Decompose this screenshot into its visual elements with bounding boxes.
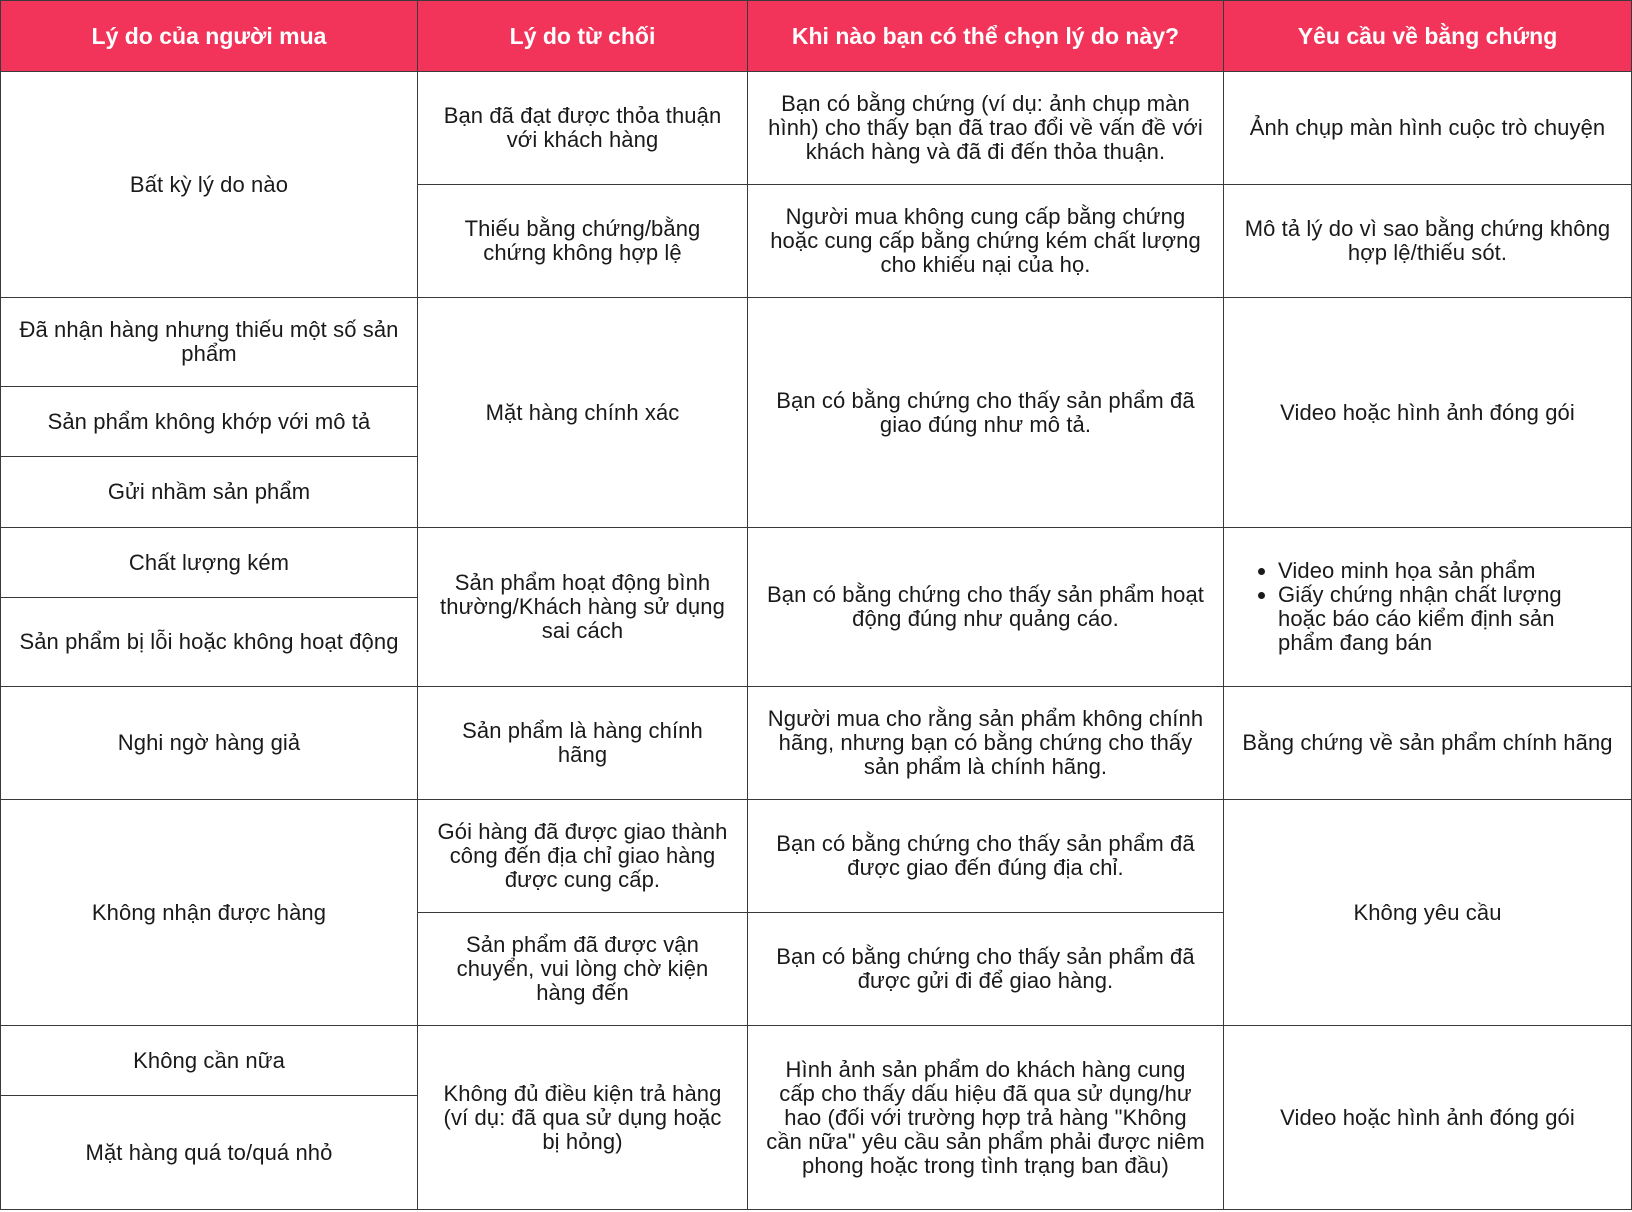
when-cell: Người mua cho rằng sản phẩm không chính hãng, nhưng bạn có bằng chứng cho thấy sản phẩm là chính hãng.	[748, 687, 1224, 800]
reject-reason-cell: Sản phẩm hoạt động bình thường/Khách hàng sử dụng sai cách	[418, 528, 748, 687]
reject-reason-cell: Thiếu bằng chứng/bằng chứng không hợp lệ	[418, 185, 748, 298]
buyer-reason-cell: Gửi nhầm sản phẩm	[1, 457, 418, 528]
reject-reason-cell: Sản phẩm là hàng chính hãng	[418, 687, 748, 800]
buyer-reason-cell: Không cần nữa	[1, 1026, 418, 1096]
list-item: • Video minh họa sản phẩm	[1278, 559, 1613, 583]
table-row	[1, 72, 1632, 185]
buyer-reason-cell: Nghi ngờ hàng giả	[1, 687, 418, 800]
list-item: • Giấy chứng nhận chất lượng hoặc báo cáo kiểm định sản phẩm đang bán	[1278, 583, 1613, 655]
buyer-reason-cell: Đã nhận hàng nhưng thiếu một số sản phẩm	[1, 298, 418, 387]
evidence-cell: Video hoặc hình ảnh đóng gói	[1224, 298, 1632, 528]
table-row	[1, 800, 1632, 913]
reject-reason-cell: Không đủ điều kiện trả hàng (ví dụ: đã qua sử dụng hoặc bị hỏng)	[418, 1026, 748, 1210]
when-cell: Hình ảnh sản phẩm do khách hàng cung cấp cho thấy dấu hiệu đã qua sử dụng/hư hao (đối với trường hợp trả hàng "Không cần nữa" yêu cầu sản phẩm phải được niêm phong hoặc trong tình trạng ban đầu)	[748, 1026, 1224, 1210]
when-cell: Bạn có bằng chứng cho thấy sản phẩm đã được gửi đi để giao hàng.	[748, 913, 1224, 1026]
table-row	[1, 528, 1632, 598]
evidence-cell: Bằng chứng về sản phẩm chính hãng	[1224, 687, 1632, 800]
when-cell: Bạn có bằng chứng cho thấy sản phẩm đã giao đúng như mô tả.	[748, 298, 1224, 528]
evidence-cell: Mô tả lý do vì sao bằng chứng không hợp lệ/thiếu sót.	[1224, 185, 1632, 298]
evidence-list	[1254, 559, 1613, 655]
header-reject-reason: Lý do từ chối	[418, 1, 748, 72]
reject-reason-cell: Mặt hàng chính xác	[418, 298, 748, 528]
table-row	[1, 298, 1632, 387]
header-buyer-reason: Lý do của người mua	[1, 1, 418, 72]
reject-reason-cell: Gói hàng đã được giao thành công đến địa chỉ giao hàng được cung cấp.	[418, 800, 748, 913]
header-when: Khi nào bạn có thể chọn lý do này?	[748, 1, 1224, 72]
table-row	[1, 1026, 1632, 1096]
when-cell: Bạn có bằng chứng (ví dụ: ảnh chụp màn hình) cho thấy bạn đã trao đổi về vấn đề với khách hàng và đã đi đến thỏa thuận.	[748, 72, 1224, 185]
when-cell: Bạn có bằng chứng cho thấy sản phẩm hoạt động đúng như quảng cáo.	[748, 528, 1224, 687]
when-cell: Người mua không cung cấp bằng chứng hoặc cung cấp bằng chứng kém chất lượng cho khiếu nại của họ.	[748, 185, 1224, 298]
buyer-reason-cell: Sản phẩm bị lỗi hoặc không hoạt động	[1, 598, 418, 687]
evidence-cell: Không yêu cầu	[1224, 800, 1632, 1026]
reject-reason-cell: Sản phẩm đã được vận chuyển, vui lòng chờ kiện hàng đến	[418, 913, 748, 1026]
evidence-cell: Ảnh chụp màn hình cuộc trò chuyện	[1224, 72, 1632, 185]
reject-reason-cell: Bạn đã đạt được thỏa thuận với khách hàng	[418, 72, 748, 185]
evidence-cell	[1224, 528, 1632, 687]
header-evidence: Yêu cầu về bằng chứng	[1224, 1, 1632, 72]
buyer-reason-cell: Chất lượng kém	[1, 528, 418, 598]
when-cell: Bạn có bằng chứng cho thấy sản phẩm đã được giao đến đúng địa chỉ.	[748, 800, 1224, 913]
header-row	[1, 1, 1632, 72]
buyer-reason-cell: Không nhận được hàng	[1, 800, 418, 1026]
evidence-cell: Video hoặc hình ảnh đóng gói	[1224, 1026, 1632, 1210]
buyer-reason-cell: Bất kỳ lý do nào	[1, 72, 418, 298]
buyer-reason-cell: Sản phẩm không khớp với mô tả	[1, 387, 418, 457]
table-row	[1, 687, 1632, 800]
buyer-reason-cell: Mặt hàng quá to/quá nhỏ	[1, 1096, 418, 1210]
